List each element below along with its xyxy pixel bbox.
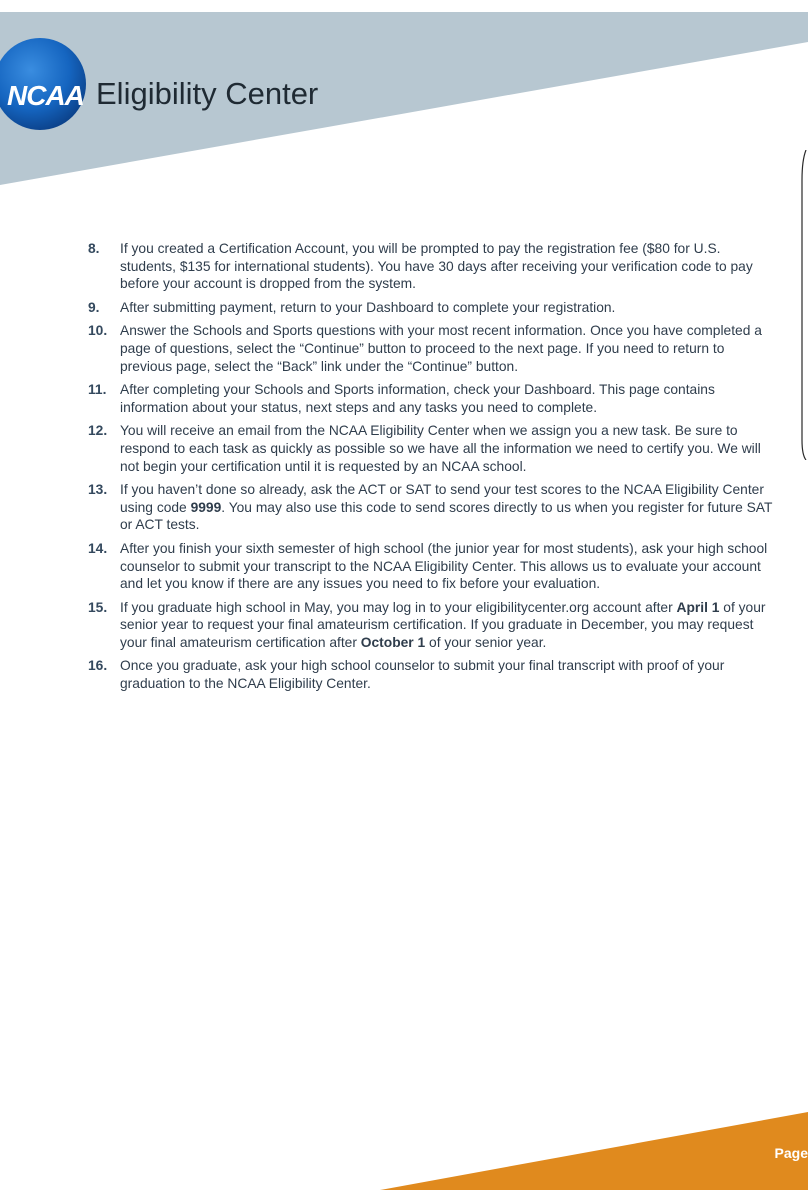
list-item xyxy=(88,240,778,293)
step-number: 14. xyxy=(88,540,108,556)
step-text-segment: Once you graduate, ask your high school counselor to submit your final transcript with proof of your graduation to the NCAA Eligibility Center. xyxy=(120,658,725,692)
footer-band xyxy=(0,1100,808,1200)
step-text-segment: Answer the Schools and Sports questions with your most recent information. Once you have completed a page of questions, select the “Continue” button to proceed to the next page. If you need to return to previous page, select the “Back” link under the “Continue” button. xyxy=(120,323,762,374)
step-text xyxy=(120,422,778,475)
step-text-segment: of your senior year. xyxy=(425,634,547,650)
step-text-segment: If you graduate high school in May, you may log in to your eligibilitycenter.org account after xyxy=(120,599,677,615)
step-number: 10. xyxy=(88,323,108,339)
step-number: 9. xyxy=(88,299,100,315)
step-number: 16. xyxy=(88,658,108,674)
step-text-segment: After submitting payment, return to your Dashboard to complete your registration. xyxy=(120,299,616,315)
registration-steps-list xyxy=(88,240,778,699)
step-text xyxy=(120,299,778,317)
list-item xyxy=(88,322,778,375)
step-text xyxy=(120,381,778,416)
step-text-segment: of your senior year to request your final amateurism certification. If you graduate in December, you may request your final amateurism certification after xyxy=(120,599,766,650)
list-item xyxy=(88,481,778,534)
step-number: 12. xyxy=(88,423,108,439)
step-text-segment: If you haven’t done so already, ask the ACT or SAT to send your test scores to the NCAA Eligibility Center using code xyxy=(120,482,764,515)
step-number: 11. xyxy=(88,382,107,398)
step-text-emphasis: 9999 xyxy=(190,499,222,515)
list-item xyxy=(88,540,778,593)
list-item xyxy=(88,599,778,652)
step-text-emphasis: October 1 xyxy=(360,634,426,650)
step-text xyxy=(120,657,778,692)
step-text-segment: After you finish your sixth semester of high school (the junior year for most students), ask your high school counselor to submit your transcript to the NCAA Eligibility Center. This allows us to evaluate your account and let you know if there are any issues you need to fix before your evaluation. xyxy=(120,540,768,592)
step-text-segment: After completing your Schools and Sports information, check your Dashboard. This page contains information about your status, next steps and any tasks you need to complete. xyxy=(120,382,715,415)
header-title: Eligibility Center xyxy=(96,76,319,111)
step-text xyxy=(120,322,778,375)
step-number: 13. xyxy=(88,482,108,498)
step-text xyxy=(120,240,778,293)
step-number: 8. xyxy=(88,241,100,256)
list-item xyxy=(88,299,778,317)
list-item xyxy=(88,381,778,416)
step-text xyxy=(120,599,778,652)
page-edge-curl xyxy=(800,150,808,460)
step-text xyxy=(120,540,778,593)
step-number: 15. xyxy=(88,599,108,615)
list-item xyxy=(88,422,778,475)
step-text-segment: If you created a Certification Account, you will be prompted to pay the registration fee ($80 for U.S. students, $135 for international students). You have 30 days after receiving your verification code to pay before your account is dropped from the system. xyxy=(120,241,753,292)
page-number-label: Page xyxy=(774,1145,808,1161)
step-text-segment: . You may also use this code to send scores directly to us when you register for future SAT or ACT tests. xyxy=(120,499,773,533)
step-text xyxy=(120,481,778,534)
step-text-segment: You will receive an email from the NCAA Eligibility Center when we assign you a new task. Be sure to respond to each task as quickly as possible so we have all the information we need to certify you. We will not begin your certification until it is requested by an NCAA school. xyxy=(120,423,761,474)
logo-wordmark: NCAA xyxy=(7,80,84,111)
step-text-emphasis: April 1 xyxy=(676,599,720,615)
list-item xyxy=(88,657,778,692)
